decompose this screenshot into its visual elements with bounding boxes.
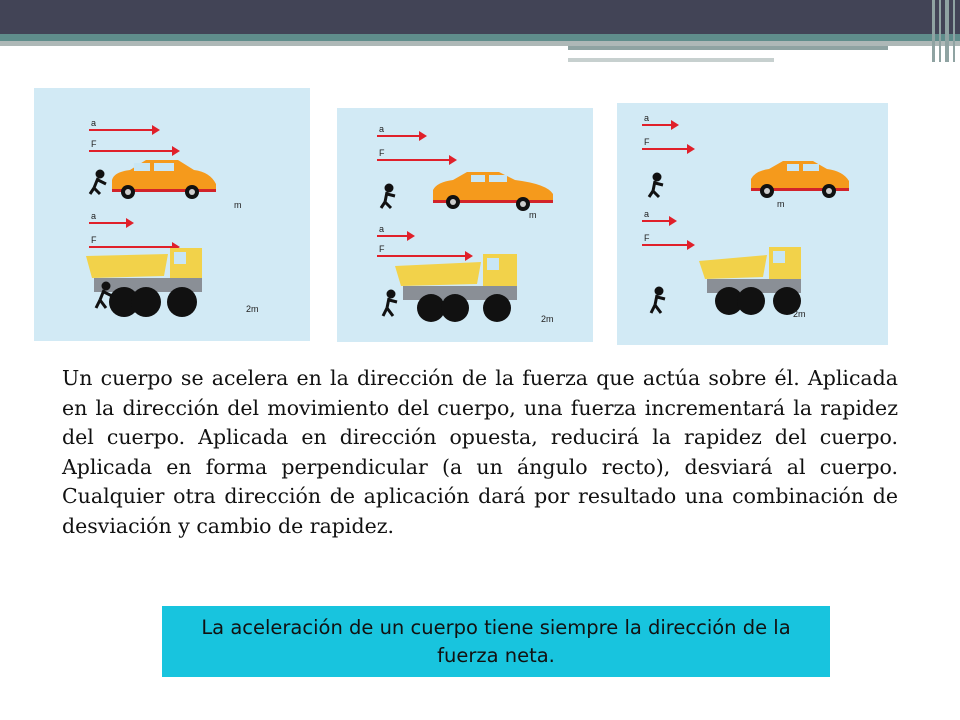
force-arrow-head bbox=[687, 144, 695, 154]
truck-accel-arrow-head bbox=[669, 216, 677, 226]
car-icon bbox=[112, 160, 216, 199]
truck-mass-label: 2m bbox=[541, 314, 554, 324]
car-mass-label: m bbox=[234, 200, 242, 210]
truck-force-label: F bbox=[379, 244, 385, 254]
accel-arrow-head bbox=[419, 131, 427, 141]
car-icon bbox=[433, 172, 553, 211]
truck-accel-arrow-head bbox=[407, 231, 415, 241]
explanation-paragraph: Un cuerpo se acelera en la dirección de la fuerza que actúa sobre él. Aplicada en la dirección del movimiento del cuerpo, una fuerza incrementará la rapidez del cuerpo. Aplicada en dirección opuesta, reducirá la rapidez del cuerpo. Aplicada en forma perpendicular (a un ángulo recto), desviará al cuerpo. Cualquier otra dirección de aplicación dará por resultado una combinación de desviación y cambio de rapidez. bbox=[62, 366, 898, 538]
accel-arrow-head bbox=[152, 125, 160, 135]
accel-label: a bbox=[91, 118, 97, 128]
force-diagram-3 bbox=[617, 103, 888, 345]
force-diagram-1 bbox=[34, 88, 310, 341]
truck-force-label: F bbox=[644, 233, 650, 243]
truck-accel-label: a bbox=[91, 211, 97, 221]
truck-force-arrow-head bbox=[465, 251, 473, 261]
accel-arrow-head bbox=[671, 120, 679, 130]
truck-accel-label: a bbox=[644, 209, 650, 219]
accel-label: a bbox=[379, 124, 385, 134]
car-icon bbox=[751, 161, 849, 198]
person-icon bbox=[651, 288, 665, 313]
person-icon bbox=[383, 291, 397, 316]
truck-force-arrow-head bbox=[687, 240, 695, 250]
force-label: F bbox=[379, 148, 385, 158]
truck-icon bbox=[395, 254, 517, 322]
force-arrow-head bbox=[172, 146, 180, 156]
truck-accel-label: a bbox=[379, 224, 385, 234]
car-mass-label: m bbox=[777, 199, 785, 209]
figure-panel-3 bbox=[617, 103, 888, 345]
force-diagram-2 bbox=[337, 108, 593, 342]
truck-accel-arrow-head bbox=[126, 218, 134, 228]
truck-mass-label: 2m bbox=[246, 304, 259, 314]
accent-line-short bbox=[568, 58, 774, 62]
force-label: F bbox=[644, 137, 650, 147]
accent-line bbox=[568, 46, 888, 50]
accent-stripe bbox=[0, 34, 960, 41]
person-icon bbox=[90, 171, 106, 194]
force-arrow-head bbox=[449, 155, 457, 165]
person-icon bbox=[649, 174, 663, 197]
corner-decoration bbox=[930, 0, 960, 62]
figure-panel-2 bbox=[337, 108, 593, 342]
person-icon bbox=[381, 185, 395, 208]
conclusion-callout bbox=[162, 606, 830, 677]
car-mass-label: m bbox=[529, 210, 537, 220]
accel-label: a bbox=[644, 113, 650, 123]
truck-force-label: F bbox=[91, 235, 97, 245]
truck-mass-label: 2m bbox=[793, 309, 806, 319]
callout-text: La aceleración de un cuerpo tiene siempre la dirección de la fuerza neta. bbox=[201, 615, 791, 667]
truck-icon bbox=[699, 247, 801, 315]
force-label: F bbox=[91, 139, 97, 149]
figure-panel-1 bbox=[34, 88, 310, 341]
title-bar bbox=[0, 0, 960, 34]
